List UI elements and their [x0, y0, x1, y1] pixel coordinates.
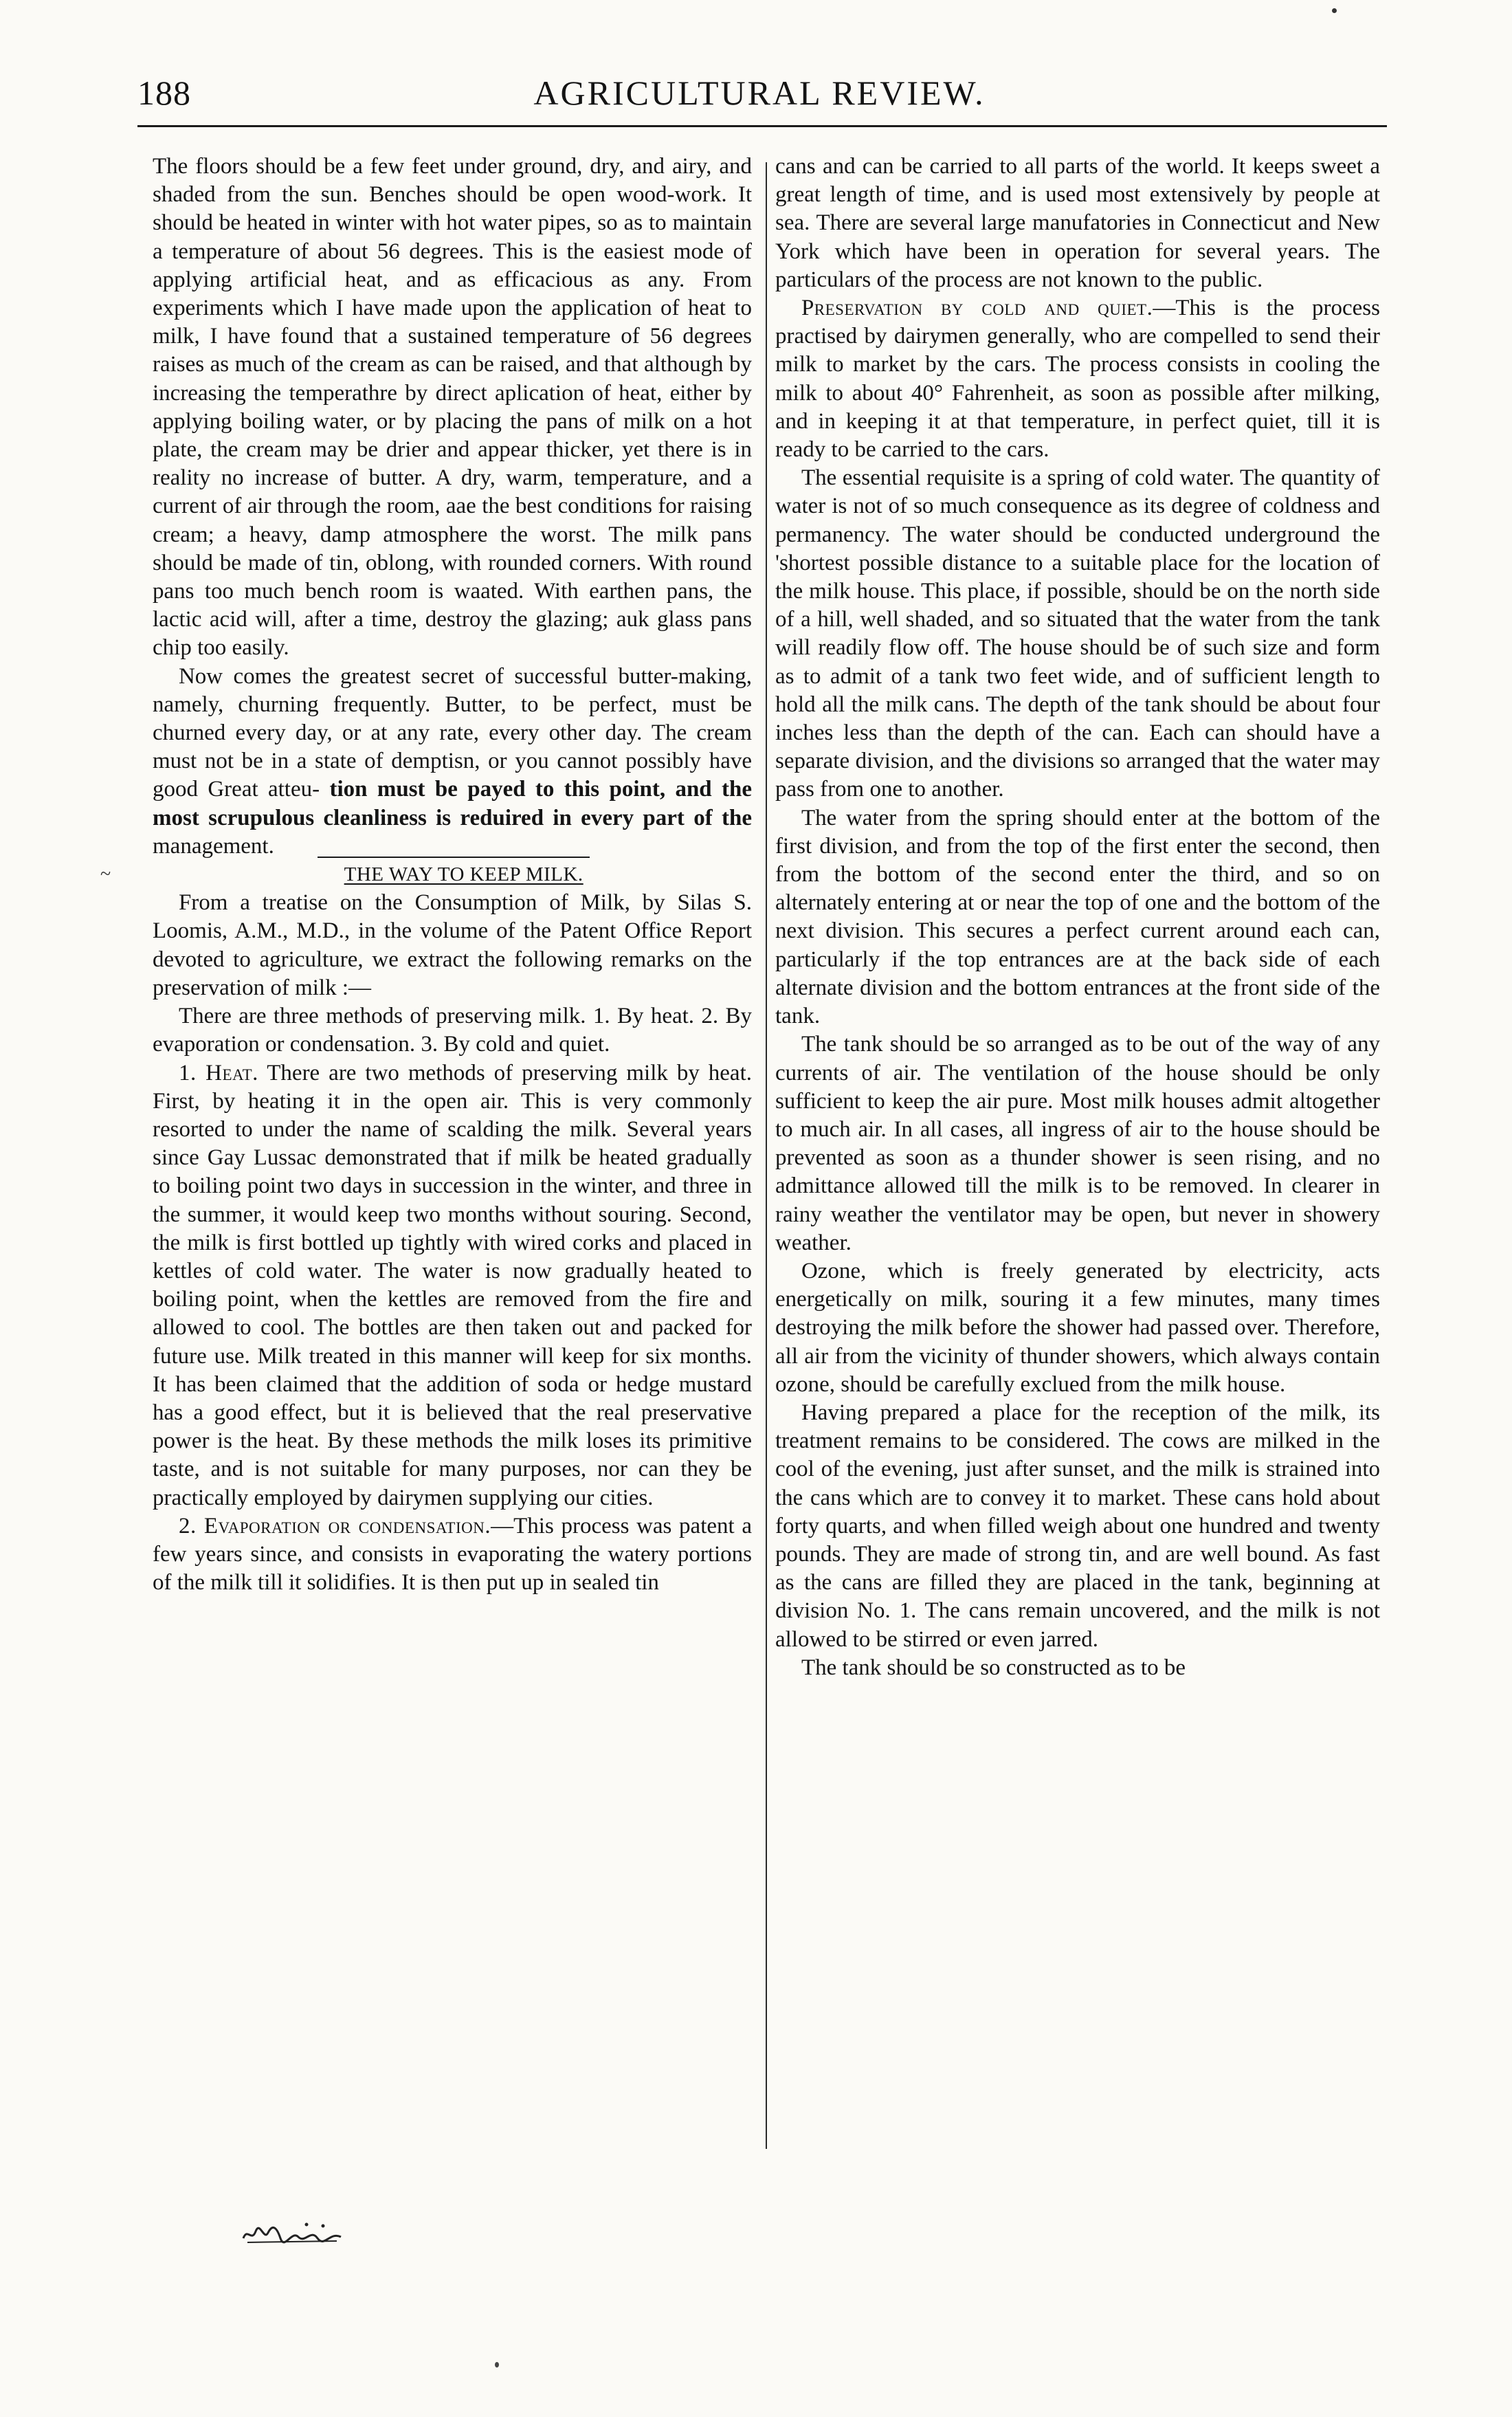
ink-speck — [495, 2362, 499, 2368]
paragraph — [775, 294, 1380, 464]
paragraph: There are three methods of preserving milk. 1. By heat. 2. By evaporation or condensation. 3. By cold and quiet. — [153, 1004, 752, 1057]
paragraph: Having prepared a place for the reception of the milk, its treatment remains to be considered. The cows are milked in the cool of the evening, just after sunset, and the milk is strained into the cans which are to convey it to market. These cans hold about forty quarts, and when filled weigh about one hundred and twenty pounds. They are made of strong tin, and are well bound. As fast as the cans are filled they are placed in the tank, beginning at division No. 1. The cans remain uncovered, and the milk is not allowed to be stirred or even jarred. — [775, 1400, 1380, 1652]
section-title — [153, 861, 752, 889]
paragraph-text: management. — [153, 833, 274, 859]
page-header — [137, 73, 1381, 131]
signature-mark — [241, 2218, 344, 2245]
margin-mark: ~ — [100, 863, 111, 885]
left-column — [153, 153, 752, 2160]
paragraph — [153, 1512, 752, 1598]
running-title: AGRICULTURAL REVIEW. — [533, 74, 986, 112]
title-rule — [318, 857, 590, 858]
run-in-heading: Preservation by cold and quiet. — [801, 296, 1153, 321]
paragraph: From a treatise on the Consumption of Milk, by Silas S. Loomis, A.M., M.D., in the volume of the Patent Office Report devoted to agriculture, we extract the following remarks on the preservation of milk :— — [153, 890, 752, 1000]
paragraph: The water from the spring should enter at the bottom of the first division, and from the top of the first enter the second, then from the bottom of the second enter the third, and so on alternately entering at or near the top of one and the bottom of the next division. This secures a perfect current around each can, particularly if the top entrances are at the back side of each alternate division and the bottom entrances at the front side of the tank. — [775, 805, 1380, 1029]
paragraph-text: —This is the process practised by dairymen generally, who are compelled to send their milk to market by the cars. The process consists in cooling the milk to about 40° Fahrenheit, as soon as possible after milking, and in keeping it at that temperature, in perfect quiet, till it is ready to be carried to the cars. — [775, 296, 1380, 463]
paragraph: Ozone, which is freely generated by electricity, acts energetically on milk, souring it a few minutes, many times destroying the milk before the shower had passed over. Therefore, all air from the vicinity of thunder showers, which always contain ozone, should be carefully exclued from the milk house. — [775, 1258, 1380, 1397]
page-number: 188 — [137, 74, 191, 112]
paragraph — [153, 663, 752, 861]
paragraph: cans and can be carried to all parts of the world. It keeps sweet a great length of time, and is used most extensively by people at sea. There are several large manufatories in Connecticut and New York which have been in operation for several years. The particulars of the process are not known to the public. — [775, 154, 1380, 292]
column-divider — [766, 162, 767, 2149]
ink-speck — [1332, 8, 1337, 13]
paragraph-text: Now comes the greatest secret of successful butter-making, namely, churning frequently. Butter, to be perfect, must be churned every day, or at any rate, every other day. The cream must not be in a state of demptisn, or you cannot possibly have good Great atteu- — [153, 663, 752, 802]
paragraph: The floors should be a few feet under ground, dry, and airy, and shaded from the sun. Benches should be open wood-work. It should be heated in winter with hot water pipes, so as to maintain a temperature of about 56 degrees. This is the easiest mode of applying artificial heat, and as efficacious as any. From experiments which I have made upon the application of heat to milk, I have found that a sustained temperature of 56 degrees raises as much of the cream as can be raised, and that although by increasing the temperathre by direct aplication of heat, either by applying boiling water, or by placing the pans of milk on a hot plate, the cream may be drier and appear thicker, yet there is in reality no increase of butter. A dry, warm, temperature, and a current of air through the room, aae the best conditions for raising cream; a heavy, damp atmosphere the worst. The milk pans should be made of tin, oblong, with rounded corners. With round pans too much bench room is waated. With earthen pans, the lactic acid will, after a time, destroy the glazing; auk glass pans chip too easily. — [153, 154, 752, 661]
section-title-text: THE WAY TO KEEP MILK. — [344, 863, 583, 886]
paragraph-text: —This process was patent a few years since, and consists in evaporating the watery portions of the milk till it solidifies. It is then put up in sealed tin — [153, 1513, 752, 1596]
paragraph-text: There are two methods of preserving milk by heat. First, by heating it in the open air. This is very commonly resorted to under the name of scalding the milk. Several years since Gay Lussac demonstrated that if milk be heated gradually to boiling point two days in succession in the winter, and three in the summer, it would keep two months without souring. Second, the milk is first bottled up tightly with wired corks and placed in kettles of cold water. The water is now gradually heated to boiling point, when the kettles are removed from the fire and allowed to cool. The bottles are then taken out and packed for future use. Milk treated in this manner will keep for six months. It has been claimed that the addition of soda or hedge mustard has a good effect, but it is believed that the real preservative power is the heat. By these methods the milk loses its primitive taste, and is not suitable for many purposes, nor can they be practically employed by dairymen supplying our cities. — [153, 1060, 752, 1510]
header-rule — [137, 125, 1387, 127]
paragraph: The essential requisite is a spring of cold water. The quantity of water is not of so much consequence as its degree of coldness and permanency. The water should be conducted underground the 'shortest possible distance to a suitable place for the location of the milk house. This place, if possible, should be on the north side of a hill, well shaded, and so situated that the water from the tank will readily flow off. The house should be of such size and form as to admit of a tank two feet wide, and of sufficient length to hold all the milk cans. The depth of the tank should be about four inches less than the depth of the can. Each can should have a separate division, and the divisions so arranged that the water may pass from one to another. — [775, 465, 1380, 802]
run-in-heading: 2. Evaporation or condensation. — [178, 1513, 491, 1538]
paragraph: The tank should be so arranged as to be out of the way of any currents of air. The ventilation of the house should be only sufficient to keep the air pure. Most milk houses admit altogether to much air. In all cases, all ingress of air to the house should be prevented as soon as a thunder shower is seen rising, and no admittance allowed till the milk is to be removed. In clearer in rainy weather the ventilator may be open, but never in showery weather. — [775, 1032, 1380, 1255]
bold-text: tion must be payed to this point, and the most scrupulous cleanliness is reduired in every part of the — [153, 777, 752, 830]
run-in-heading: 1. Heat. — [178, 1060, 258, 1085]
paragraph: The tank should be so constructed as to be — [801, 1655, 1186, 1680]
right-column — [775, 153, 1380, 2160]
paragraph — [153, 1059, 752, 1512]
